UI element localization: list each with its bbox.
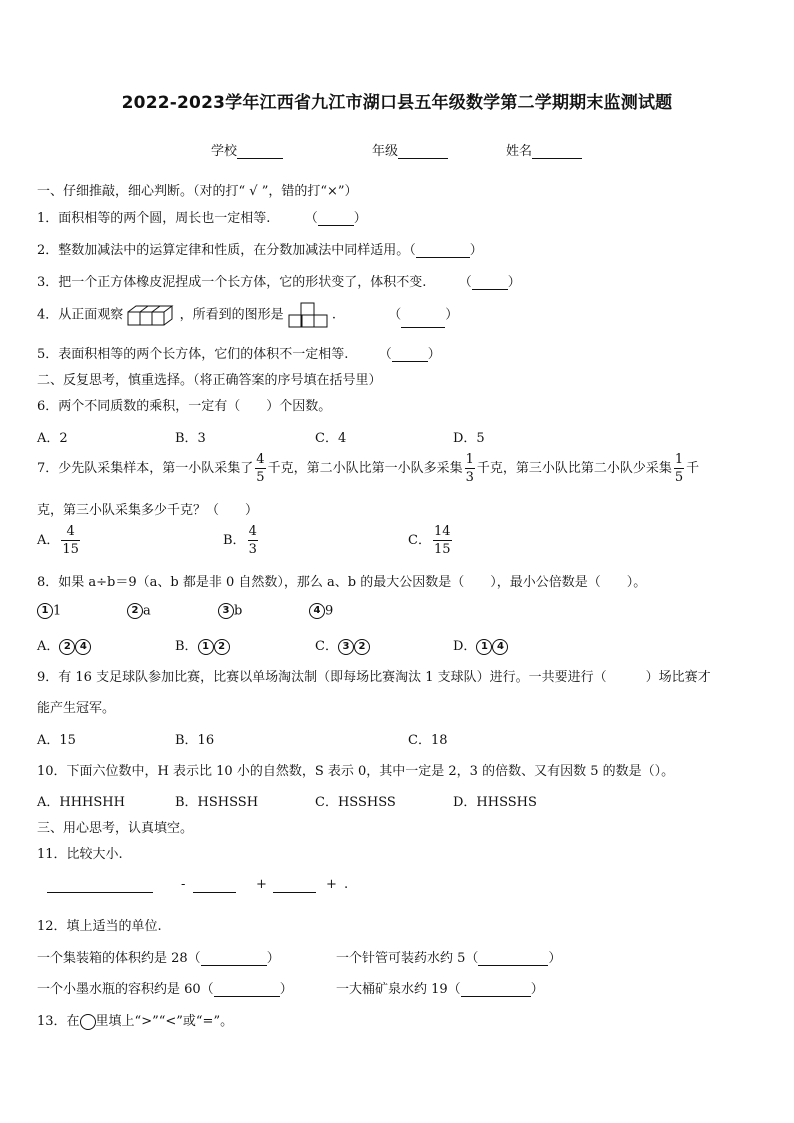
circled-number: 2 <box>127 603 143 619</box>
fraction-four-fifths <box>255 453 265 484</box>
question-2-text: 2．整数加减法中的运算定律和性质，在分数加减法中同样适用。 <box>37 243 410 258</box>
option-label: C． <box>408 533 431 548</box>
circled-number: 4 <box>75 639 91 655</box>
q6-option-a[interactable]: A．2 <box>37 431 68 446</box>
bracket-close: ） <box>507 275 521 290</box>
q7-text-1: 7．少先队采集样本，第一小队采集了 <box>37 461 254 476</box>
question-3-text: 3．把一个正方体橡皮泥捏成一个长方体，它的形状变了，体积不变. <box>37 275 427 290</box>
question-10: 10．下面六位数中，H 表示比 10 小的自然数，S 表示 0，其中一定是 2，3 的倍数、又有因数 5 的数是（）。 <box>37 764 675 779</box>
q7-option-a[interactable] <box>37 525 82 556</box>
question-7-line-2: 克，第三小队采集多少千克？（ ） <box>37 503 259 518</box>
item-text: 一个集装箱的体积约是 28（ <box>37 951 201 966</box>
question-4-text-c: . <box>331 307 336 323</box>
answer-blank <box>318 212 354 226</box>
q13-text-pre: 13．在 <box>37 1014 80 1029</box>
circled-number: 1 <box>198 639 214 655</box>
answer-blank <box>416 244 470 258</box>
option-fraction <box>248 525 258 556</box>
question-9-line-2: 能产生冠军。 <box>37 701 116 716</box>
q7-option-b[interactable] <box>223 525 260 556</box>
period: . <box>344 877 349 892</box>
q10-option-a[interactable]: A．HHHSHH <box>37 795 125 810</box>
q11-blank-3[interactable] <box>273 892 316 893</box>
section-3-heading: 三、用心思考，认真填空。 <box>37 821 194 836</box>
q8-choice-3 <box>218 603 242 619</box>
name-label: 姓名 <box>506 144 533 159</box>
circled-number: 2 <box>59 639 75 655</box>
question-5 <box>37 343 441 362</box>
denominator: 5 <box>674 470 684 485</box>
q8-option-a[interactable] <box>37 635 91 655</box>
circled-number: 4 <box>492 639 508 655</box>
item-text: 一大桶矿泉水约 19（ <box>336 982 461 997</box>
q12-item-2 <box>336 947 561 966</box>
option-label: C． <box>315 639 338 654</box>
choice-value: 1 <box>53 603 62 619</box>
q8-choice-2 <box>127 603 151 619</box>
circle-icon <box>80 1014 96 1030</box>
q13-text-post: 里填上“>”“<”或“=”。 <box>95 1014 234 1029</box>
q12-item-4 <box>336 978 544 997</box>
numerator: 1 <box>674 452 684 467</box>
option-label: D． <box>453 639 477 654</box>
q11-blank-2[interactable] <box>193 892 236 893</box>
denominator: 15 <box>433 542 451 557</box>
circled-number: 3 <box>218 603 234 619</box>
q8-option-b[interactable] <box>175 635 230 655</box>
item-text: 一个小墨水瓶的容积约是 60（ <box>37 982 214 997</box>
answer-blank <box>472 276 508 290</box>
answer-blank <box>392 348 428 362</box>
bracket-close: ） <box>279 982 293 997</box>
choice-value: 9 <box>325 603 334 619</box>
bracket-close: ） <box>530 982 544 997</box>
bracket-close: ） <box>353 211 367 226</box>
question-8: 8．如果 a÷b＝9（a、b 都是非 0 自然数），那么 a、b 的最大公因数是（ ），最小公倍数是（ ）。 <box>37 575 647 590</box>
denominator: 15 <box>62 542 79 557</box>
circled-number: 1 <box>37 603 53 619</box>
option-label: B． <box>223 533 246 548</box>
circled-number: 2 <box>354 639 370 655</box>
q6-option-b[interactable]: B．3 <box>175 431 206 446</box>
front-view-figure-icon <box>288 302 328 328</box>
question-11: 11．比较大小. <box>37 847 123 862</box>
q10-option-b[interactable]: B．HSHSSH <box>175 795 259 810</box>
bracket-close: ） <box>445 307 459 323</box>
school-blank <box>237 144 283 159</box>
numerator: 4 <box>248 524 257 539</box>
question-3 <box>37 271 521 290</box>
question-9-line-1: 9．有 16 支足球队参加比赛，比赛以单场淘汰制（即每场比赛淘汰 1 支球队）进行。一共要进行（ ）场比赛才 <box>37 670 711 685</box>
bracket-close: ） <box>469 243 483 258</box>
question-5-text: 5．表面积相等的两个长方体，它们的体积不一定相等. <box>37 347 349 362</box>
circled-number: 1 <box>476 639 492 655</box>
school-field <box>211 140 283 159</box>
q8-choice-4 <box>309 603 333 619</box>
question-7-line-1 <box>37 453 699 484</box>
grade-field <box>372 140 448 159</box>
bracket-open: （ <box>409 243 416 258</box>
q8-choice-1 <box>37 603 61 619</box>
q6-option-c[interactable]: C．4 <box>315 431 347 446</box>
cuboid-figure-icon <box>127 304 175 326</box>
unit-blank[interactable] <box>461 983 531 997</box>
q10-option-d[interactable]: D．HHSSHS <box>453 795 537 810</box>
page-title: 2022-2023学年江西省九江市湖口县五年级数学第二学期期末监测试题 <box>121 93 673 113</box>
q12-item-1 <box>37 947 280 966</box>
choice-value: b <box>234 603 243 619</box>
name-field <box>506 140 582 159</box>
unit-blank[interactable] <box>201 952 267 966</box>
minus-sign: - <box>181 877 186 892</box>
q7-text-2: 千克，第二小队比第一小队多采集 <box>267 461 463 476</box>
unit-blank[interactable] <box>214 983 280 997</box>
option-fraction <box>61 525 80 556</box>
section-2-heading: 二、反复思考，慎重选择。（将正确答案的序号填在括号里） <box>37 373 382 388</box>
q12-item-3 <box>37 978 293 997</box>
question-6: 6．两个不同质数的乘积，一定有（ ）个因数。 <box>37 399 332 414</box>
grade-label: 年级 <box>372 144 399 159</box>
school-label: 学校 <box>211 144 238 159</box>
bracket-open: （ <box>304 211 318 226</box>
q9-option-c[interactable]: C．18 <box>408 733 448 748</box>
bracket-open: （ <box>458 275 472 290</box>
question-1-text: 1．面积相等的两个圆，周长也一定相等. <box>37 211 271 226</box>
q8-option-d[interactable] <box>453 635 508 655</box>
bracket-close: ） <box>266 951 280 966</box>
plus-sign: + <box>326 877 337 892</box>
question-1 <box>37 207 367 226</box>
q10-option-c[interactable]: C．HSSHSS <box>315 795 396 810</box>
answer-blank <box>401 314 445 328</box>
bracket-open: （ <box>378 347 392 362</box>
circled-number: 3 <box>338 639 354 655</box>
plus-sign: + <box>256 877 267 892</box>
option-label: A． <box>37 533 60 548</box>
grade-blank <box>398 144 448 159</box>
option-label: B． <box>175 639 198 654</box>
denominator: 3 <box>248 542 257 557</box>
denominator: 5 <box>256 470 265 485</box>
denominator: 3 <box>465 470 474 485</box>
numerator: 4 <box>256 452 265 467</box>
q7-text-3: 千克，第三小队比第二小队少采集 <box>476 461 672 476</box>
bracket-close: ） <box>548 951 562 966</box>
option-fraction <box>433 525 452 556</box>
q11-blank-1[interactable] <box>47 892 153 893</box>
circled-number: 2 <box>214 639 230 655</box>
q6-option-d[interactable]: D．5 <box>453 431 485 446</box>
unit-blank[interactable] <box>478 952 548 966</box>
bracket-open: （ <box>388 307 402 323</box>
question-12: 12．填上适当的单位. <box>37 919 162 934</box>
q9-option-a[interactable]: A．15 <box>37 733 76 748</box>
q7-text-4: 千 <box>686 461 700 476</box>
bracket-close: ） <box>427 347 441 362</box>
numerator: 4 <box>66 524 75 539</box>
choice-value: a <box>143 603 151 619</box>
q9-option-b[interactable]: B．16 <box>175 733 215 748</box>
fraction-one-third <box>465 453 475 484</box>
question-2 <box>37 239 483 258</box>
question-13 <box>37 1010 233 1030</box>
item-text: 一个针管可装药水约 5（ <box>336 951 479 966</box>
question-4 <box>37 302 458 328</box>
circled-number: 4 <box>309 603 325 619</box>
question-4-text-b: ，所看到的图形是 <box>179 307 284 323</box>
numerator: 14 <box>433 524 451 539</box>
question-4-text-a: 4．从正面观察 <box>37 307 124 323</box>
numerator: 1 <box>465 452 474 467</box>
name-blank <box>532 144 582 159</box>
option-label: A． <box>37 639 60 654</box>
section-1-heading: 一、仔细推敲，细心判断。（对的打“ √ ”，错的打“×”） <box>37 184 358 199</box>
q7-option-c[interactable] <box>408 525 454 556</box>
fraction-one-fifth <box>674 453 684 484</box>
q8-option-c[interactable] <box>315 635 370 655</box>
